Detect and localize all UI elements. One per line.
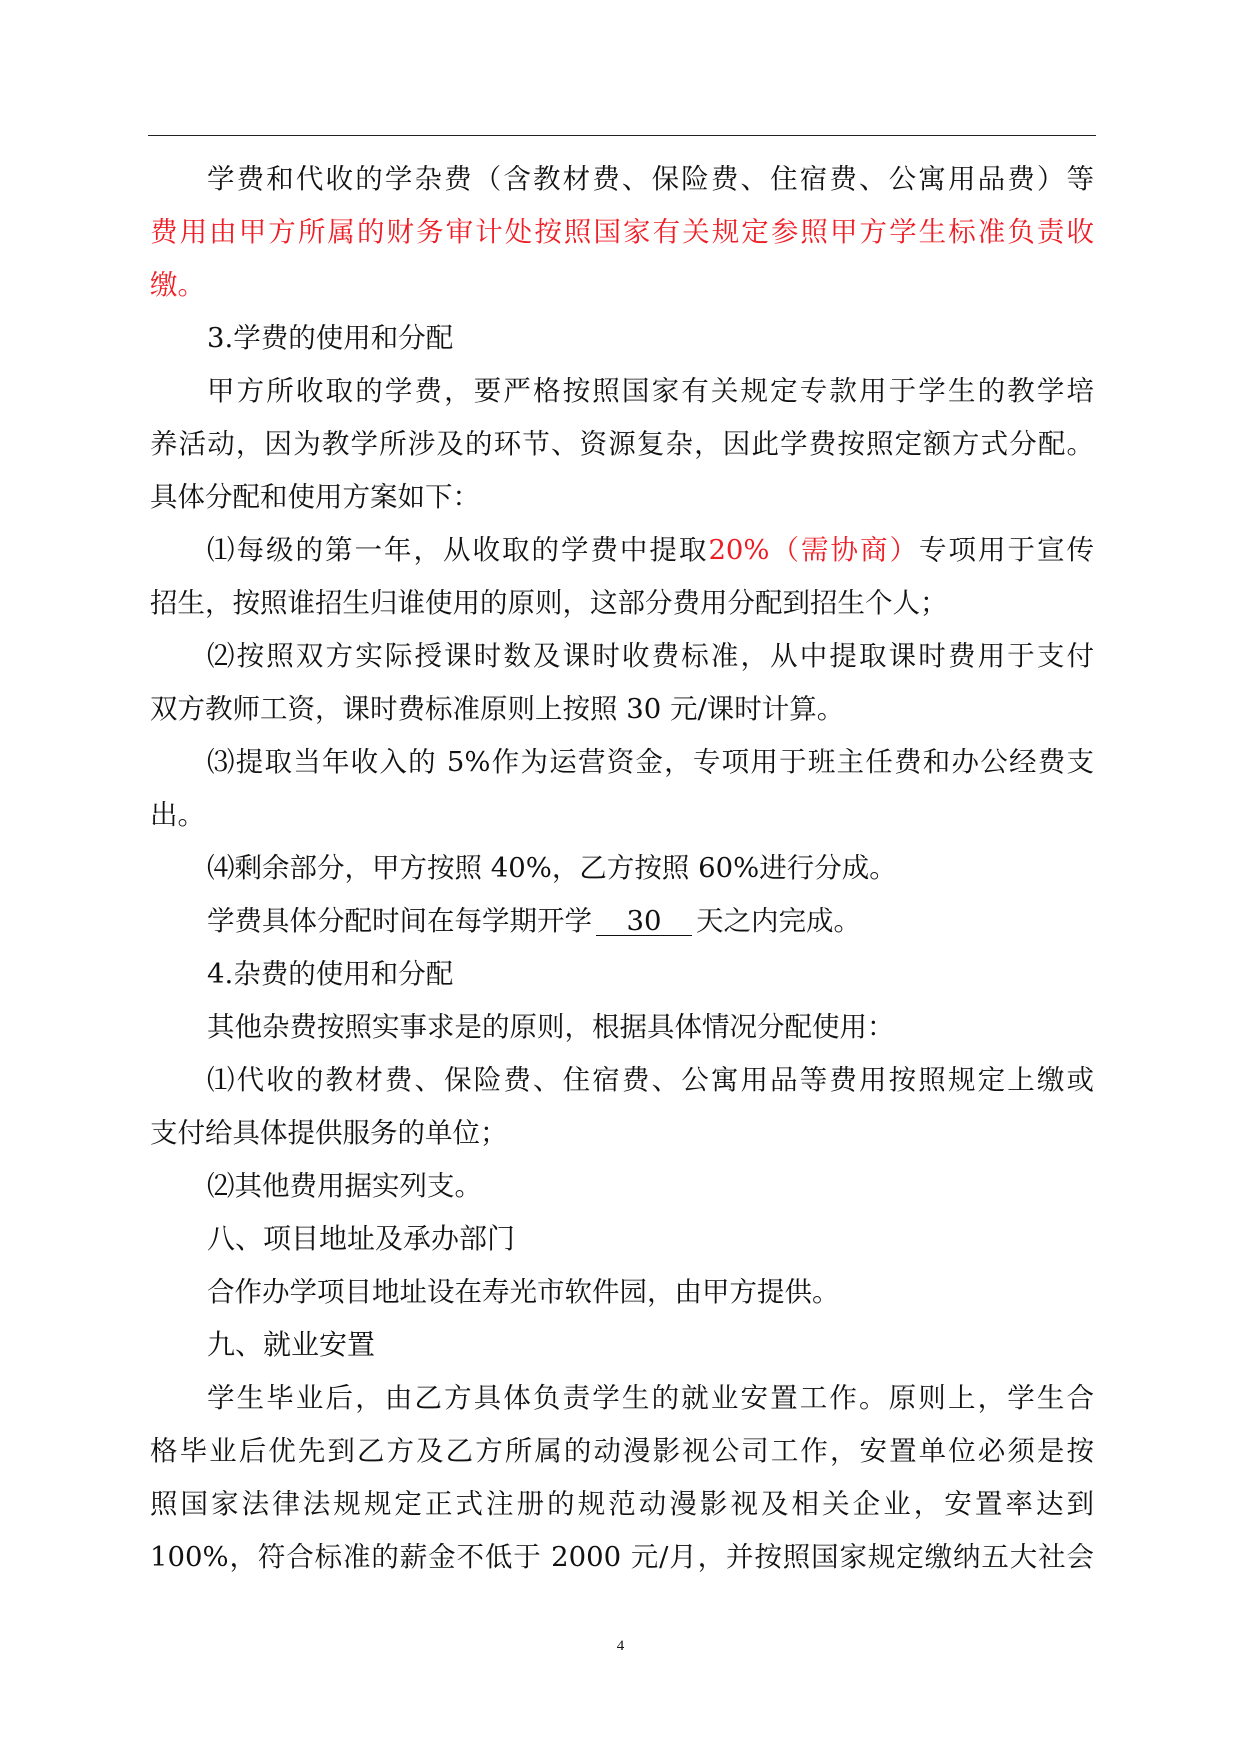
- document-body: [150, 150, 1094, 1581]
- paragraph-line-highlighted: 缴。: [150, 269, 205, 301]
- list-item-line: [150, 521, 1094, 574]
- page-number: 4: [616, 1638, 625, 1654]
- paragraph-line: 甲方所收取的学费，要严格按照国家有关规定专款用于学生的教学培: [207, 375, 1094, 407]
- fill-in-blank-days: 30: [596, 907, 692, 936]
- list-item-line: ⑷剩余部分，甲方按照 40%，乙方按照 60%进行分成。: [207, 852, 897, 884]
- paragraph-text: 天之内完成。: [696, 905, 861, 937]
- list-item-text: ⑴每级的第一年，从收取的学费中提取: [207, 534, 709, 566]
- paragraph-line: 学生毕业后，由乙方具体负责学生的就业安置工作。原则上，学生合: [207, 1382, 1094, 1414]
- list-item-text: 专项用于宣传: [919, 534, 1094, 566]
- paragraph-line: 照国家法律法规规定正式注册的规范动漫影视及相关企业，安置率达到: [150, 1488, 1094, 1520]
- paragraph-text: 学费具体分配时间在每学期开学: [207, 905, 592, 937]
- section-heading: 八、项目地址及承办部门: [207, 1222, 516, 1255]
- paragraph-line: 招生，按照谁招生归谁使用的原则，这部分费用分配到招生个人；: [150, 587, 948, 619]
- paragraph-line: 养活动，因为教学所涉及的环节、资源复杂，因此学费按照定额方式分配。: [150, 428, 1094, 460]
- negotiation-note: 20%（需协商）: [708, 534, 920, 566]
- paragraph-line: 具体分配和使用方案如下：: [150, 481, 480, 513]
- paragraph-line: [150, 892, 1094, 945]
- list-item-line: ⑶提取当年收入的 5%作为运营资金，专项用于班主任费和办公经费支: [207, 746, 1094, 778]
- list-item-line: ⑵按照双方实际授课时数及课时收费标准，从中提取课时费用于支付: [207, 640, 1094, 672]
- paragraph-line: 支付给具体提供服务的单位；: [150, 1117, 508, 1149]
- section-heading: 九、就业安置: [207, 1328, 376, 1361]
- list-item-line: ⑵其他费用据实列支。: [207, 1170, 482, 1202]
- section-subheading: 3.学费的使用和分配: [207, 322, 454, 354]
- paragraph-line: 其他杂费按照实事求是的原则，根据具体情况分配使用：: [207, 1011, 895, 1043]
- paragraph-line: 合作办学项目地址设在寿光市软件园，由甲方提供。: [207, 1276, 840, 1308]
- paragraph-line: 学费和代收的学杂费（含教材费、保险费、住宿费、公寓用品费）等: [207, 163, 1094, 195]
- section-subheading: 4.杂费的使用和分配: [207, 958, 454, 990]
- paragraph-line: 格毕业后优先到乙方及乙方所属的动漫影视公司工作，安置单位必须是按: [150, 1435, 1094, 1467]
- paragraph-line-highlighted: 费用由甲方所属的财务审计处按照国家有关规定参照甲方学生标准负责收: [150, 216, 1094, 248]
- paragraph-line: 双方教师工资，课时费标准原则上按照 30 元/课时计算。: [150, 693, 845, 725]
- paragraph-line: 出。: [150, 799, 205, 831]
- header-rule: [148, 135, 1096, 136]
- paragraph-line: 100%，符合标准的薪金不低于 2000 元/月，并按照国家规定缴纳五大社会: [150, 1541, 1094, 1573]
- list-item-line: ⑴代收的教材费、保险费、住宿费、公寓用品等费用按照规定上缴或: [207, 1064, 1094, 1096]
